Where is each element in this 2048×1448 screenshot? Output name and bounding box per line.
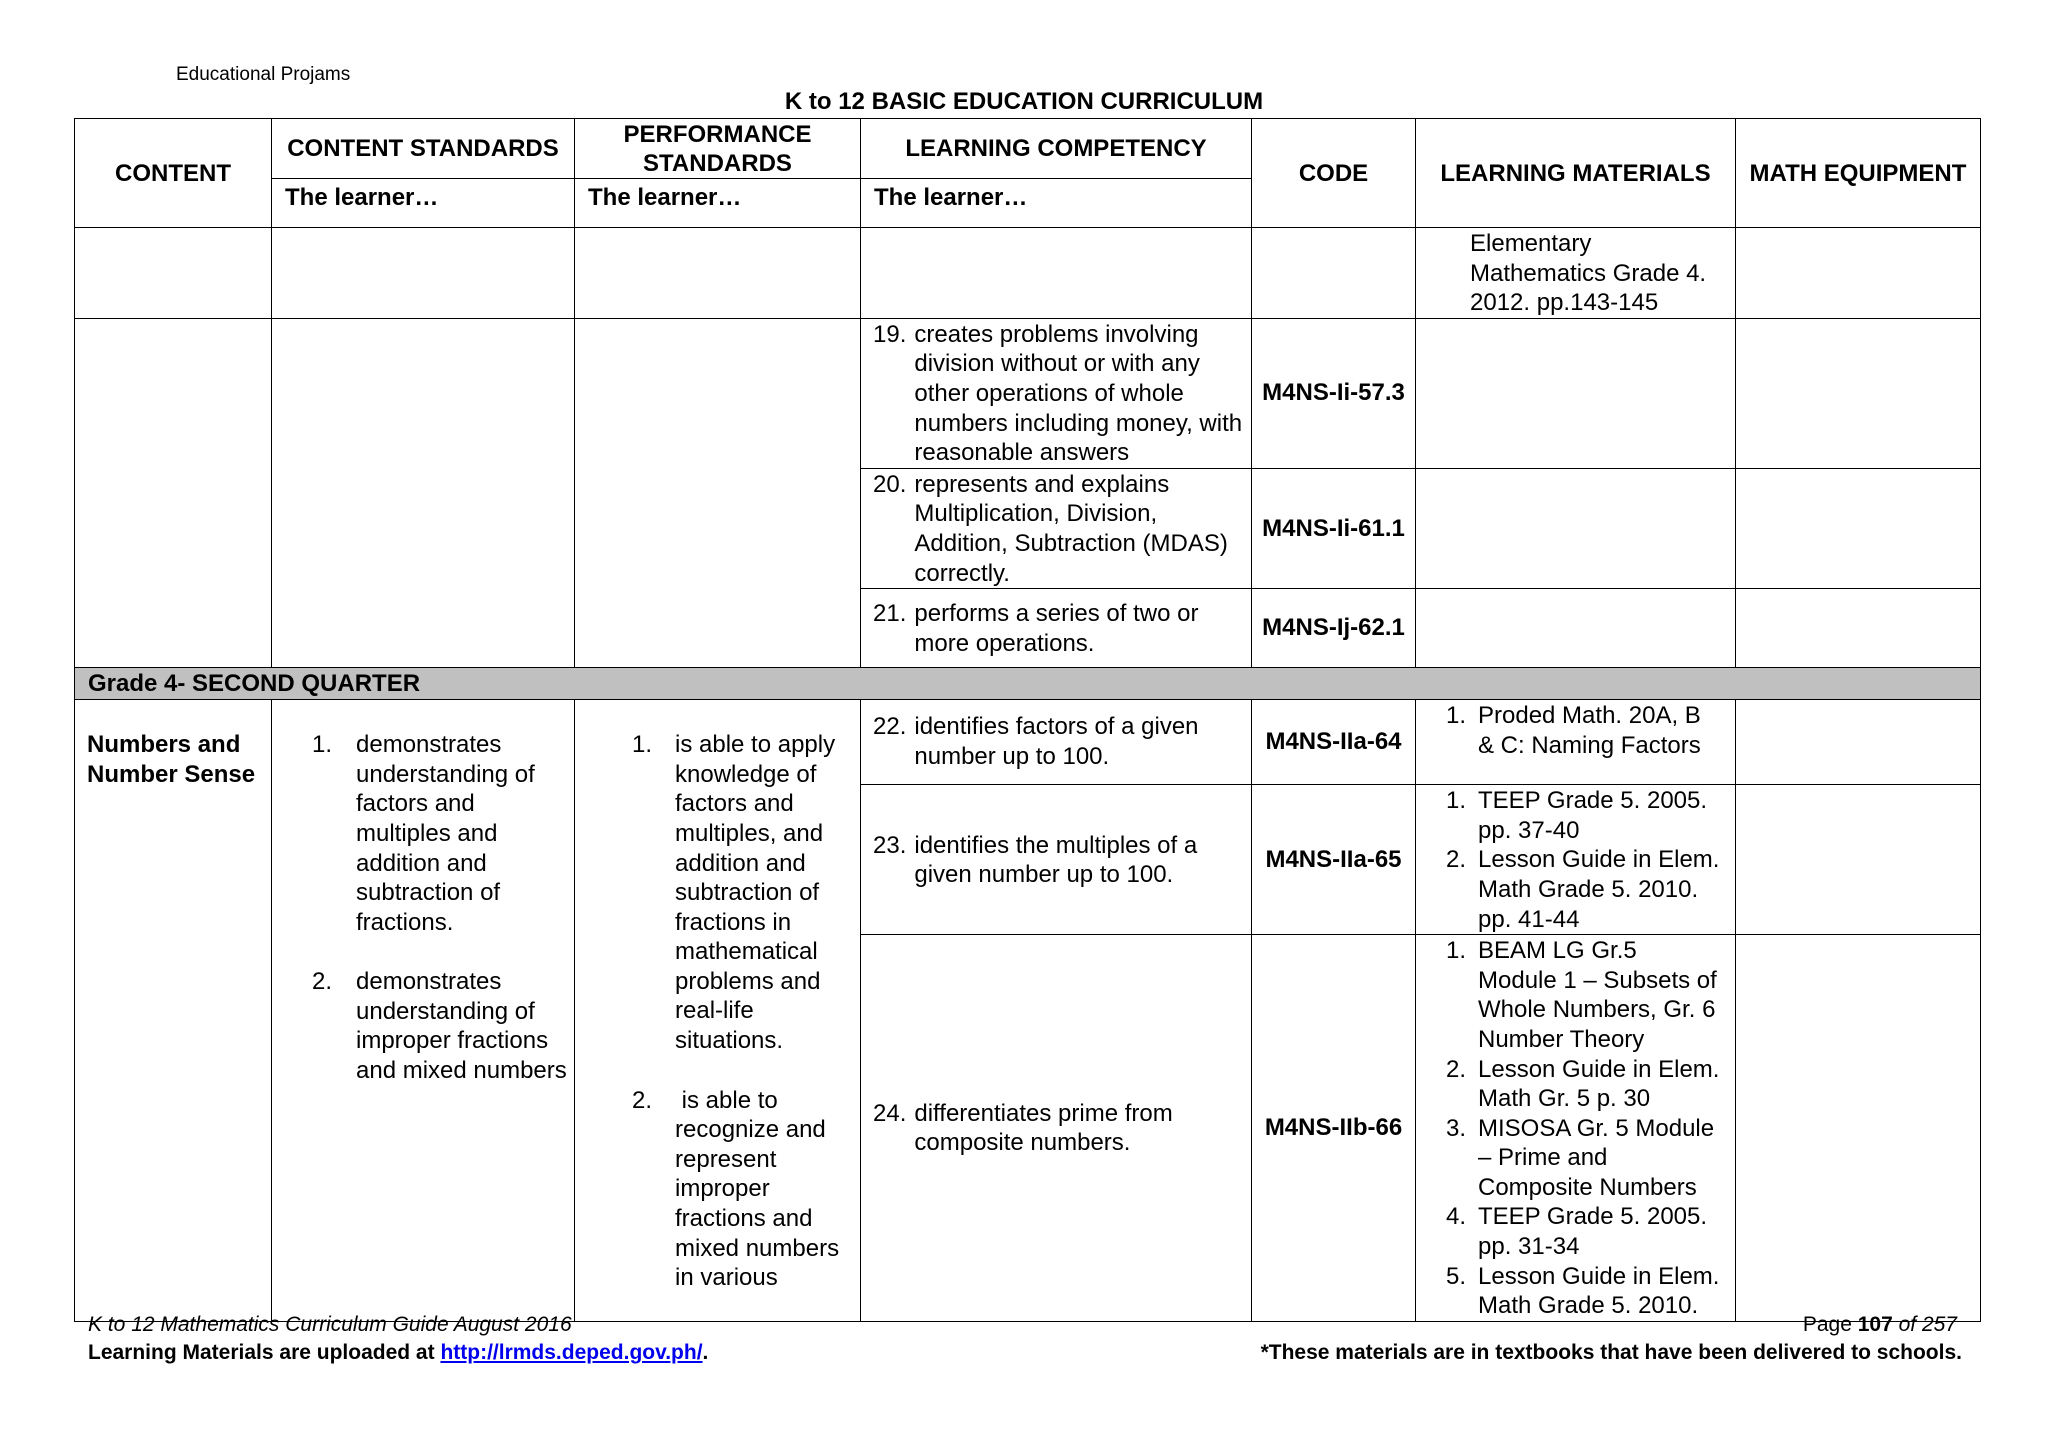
- competency-code: M4NS-IIa-64: [1252, 700, 1416, 785]
- page-label: Page: [1802, 1313, 1858, 1336]
- table-row: [75, 228, 1981, 319]
- header-performance-standards: PERFORMANCE STANDARDS: [575, 119, 861, 179]
- list-item: 1. BEAM LG Gr.5 Module 1 – Subsets of Whole Numbers, Gr. 6 Number Theory: [1446, 937, 1724, 1053]
- competency-number: 23.: [873, 831, 907, 859]
- table-row: [75, 700, 1981, 785]
- competency-text: performs a series of two or more operations.: [914, 600, 1199, 657]
- performance-standards-list: [575, 700, 860, 1293]
- competency-text: identifies the multiples of a given number up to 100.: [914, 831, 1198, 889]
- page-total: of 257: [1892, 1313, 1957, 1336]
- competency-number: 21.: [873, 600, 907, 628]
- learner-label: The learner…: [861, 179, 1252, 228]
- list-item: 1. demonstrates understanding of factors and multiples and addition and subtraction of fractions.: [312, 731, 535, 936]
- competency-code: M4NS-Ii-61.1: [1252, 468, 1416, 588]
- header-code: CODE: [1252, 119, 1416, 228]
- competency-number: 22.: [873, 713, 907, 741]
- footer-delivery-note: *These materials are in textbooks that have been delivered to schools.: [1260, 1341, 1962, 1364]
- competency-text: represents and explains Multiplication, Division, Addition, Subtraction (MDAS) correctly.: [914, 470, 1228, 587]
- list-item: 4. TEEP Grade 5. 2005. pp. 31-34: [1446, 1203, 1708, 1261]
- header-note: Educational Projams: [176, 64, 351, 85]
- header-learning-materials: LEARNING MATERIALS: [1416, 119, 1736, 228]
- learner-label: The learner…: [575, 179, 861, 228]
- list-item: 2. Lesson Guide in Elem. Math Grade 5. 2010. pp. 41-44: [1446, 846, 1720, 933]
- list-item: 1. Proded Math. 20A, B & C: Naming Factors: [1446, 702, 1701, 759]
- header-content-standards: CONTENT STANDARDS: [272, 119, 575, 179]
- list-item: 2. demonstrates understanding of improper fractions and mixed numbers: [312, 968, 567, 1085]
- list-item: 3. MISOSA Gr. 5 Module – Prime and Composite Numbers: [1446, 1114, 1715, 1201]
- list-item: 1. TEEP Grade 5. 2005. pp. 37-40: [1446, 787, 1708, 844]
- list-item: 1. is able to apply knowledge of factors and multiples, and addition and subtraction of fractions in mathematical problems and real-life situations.: [632, 731, 836, 1055]
- competency-code: M4NS-Ii-57.3: [1252, 318, 1416, 468]
- footer-upload-suffix: .: [702, 1341, 709, 1364]
- list-item: 2. is able to recognize and represent improper fractions and mixed numbers in various: [632, 1086, 846, 1292]
- footer-guide: K to 12 Mathematics Curriculum Guide August 2016: [88, 1313, 572, 1336]
- learner-label: The learner…: [272, 179, 575, 228]
- header-content: CONTENT: [75, 119, 272, 228]
- curriculum-table: [74, 118, 1981, 1322]
- footer-upload-prefix: Learning Materials are uploaded at: [88, 1341, 441, 1364]
- competency-number: 19.: [873, 320, 907, 348]
- content-standards-list: [272, 700, 574, 1086]
- lrmds-link[interactable]: http://lrmds.deped.gov.ph/: [440, 1341, 703, 1364]
- competency-number: 24.: [873, 1099, 907, 1127]
- competency-code: M4NS-IIb-66: [1252, 935, 1416, 1322]
- header-learning-competency: LEARNING COMPETENCY: [861, 119, 1252, 179]
- table-row: [75, 318, 1981, 468]
- competency-code: M4NS-Ij-62.1: [1252, 589, 1416, 668]
- carryover-material: Elementary Mathematics Grade 4. 2012. pp.143-145: [1416, 228, 1736, 319]
- competency-number: 20.: [873, 470, 907, 498]
- list-item: 5. Lesson Guide in Elem. Math Grade 5. 2010.: [1446, 1262, 1720, 1320]
- competency-text: differentiates prime from composite numbers.: [914, 1099, 1173, 1157]
- competency-code: M4NS-IIa-65: [1252, 785, 1416, 935]
- footer-upload-note: [88, 1341, 708, 1365]
- list-item: 2. Lesson Guide in Elem. Math Gr. 5 p. 30: [1446, 1055, 1720, 1113]
- competency-text: identifies factors of a given number up to 100.: [914, 713, 1199, 770]
- page-current: 107: [1857, 1313, 1893, 1336]
- page-number: [1803, 1313, 1957, 1337]
- quarter-label: Grade 4- SECOND QUARTER: [75, 668, 1981, 700]
- competency-text: creates problems involving division without or with any other operations of whole numbers including money, with reasonable answers: [914, 320, 1243, 467]
- document-title: K to 12 BASIC EDUCATION CURRICULUM: [784, 88, 1264, 115]
- header-math-equipment: MATH EQUIPMENT: [1736, 119, 1981, 228]
- content-area: Numbers and Number Sense: [75, 700, 272, 1322]
